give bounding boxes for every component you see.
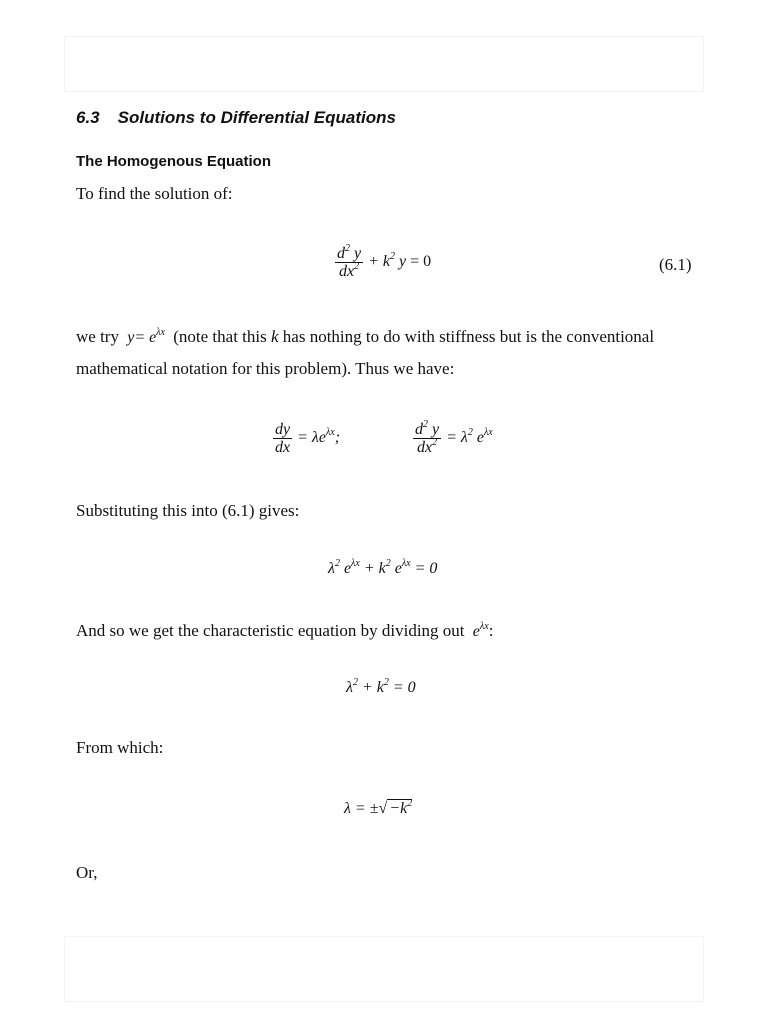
paragraph-or: Or, [76,863,98,882]
section-number: 6.3 [76,108,100,127]
characteristic-equation: $\lambda^2 + k^2 = 0$ [346,677,416,696]
subheading: The Homogenous Equation [76,153,271,170]
root-equation: λ = ±√ $-k^2$ [344,798,413,817]
page-footer-area [64,936,704,1002]
paragraph-characteristic: And so we get the characteristic equation by dividing out $e^{\lambda x}$: [76,621,494,640]
paragraph-trial-solution-line2: mathematical notation for this problem). Thus we have: [76,359,455,378]
paragraph-from-which: From which: [76,738,164,757]
first-derivative: $\frac{dy}{dx}$ = $\lambda e^{\lambda x}$; [275,421,341,456]
paragraph-intro: To find the solution of: [76,184,233,203]
trial-solution-math: $y= e^{\lambda x}$ [127,327,165,346]
page-header-area [64,36,704,92]
equation-number: (6.1) [659,255,692,274]
equation-6-1: $\frac{d^2 y}{dx^2}$ + $k^2$ y = 0 [337,243,432,280]
paragraph-trial-solution: we try $y= e^{\lambda x}$ (note that this k has nothing to do with stiffness but is the conventional [76,327,655,346]
second-derivative-fraction: $\frac{d^2 y}{dx^2}$ [337,243,362,280]
section-title-text: Solutions to Differential Equations [117,108,396,127]
second-derivative: $\frac{d^2 y}{dx^2}$ = $\lambda^2$ $e^{\lambda x}$ [415,419,493,456]
paragraph-substituting: Substituting this into (6.1) gives: [76,501,300,520]
substituted-equation: $\lambda^2$ $e^{\lambda x} + k^2$ $e^{\lambda x} = 0$ [328,558,438,577]
section-title [76,108,396,128]
